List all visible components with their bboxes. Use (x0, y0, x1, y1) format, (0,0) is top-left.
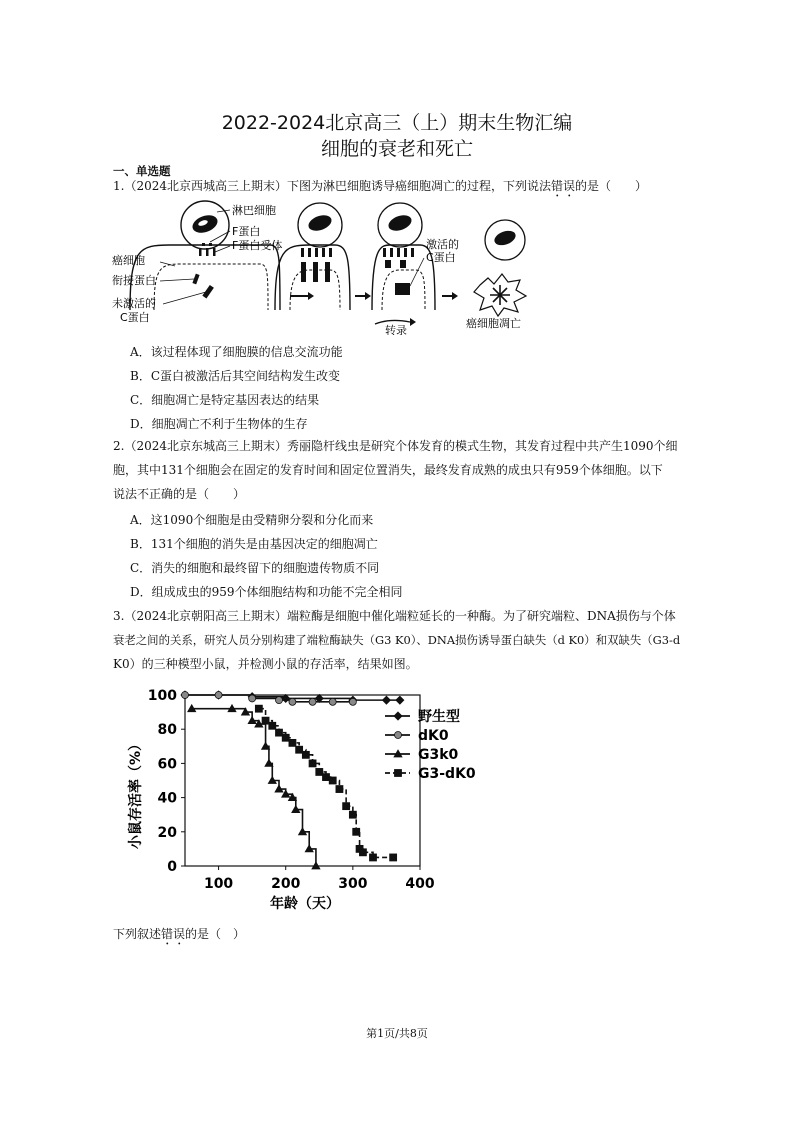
fig-label-inactive-c-1: 未激活的 (112, 297, 156, 310)
series-2 (188, 705, 320, 869)
x-tick-label: 300 (338, 876, 368, 892)
fig-label-inactive-c-2: C蛋白 (120, 311, 150, 324)
data-point (262, 717, 269, 724)
data-point (215, 692, 222, 699)
section-label: 一、单选题 (113, 164, 171, 178)
y-tick-label: 100 (147, 688, 177, 704)
data-point (316, 768, 323, 775)
data-point (249, 695, 256, 702)
data-point (276, 697, 283, 704)
data-point (395, 770, 402, 777)
legend-label: dK0 (418, 728, 449, 744)
fig-label-active-c-2: C蛋白 (426, 251, 456, 264)
data-point (296, 746, 303, 753)
q1-option-d: D．细胞凋亡不利于生物体的生存 (130, 417, 308, 431)
q1-option-a: A．该过程体现了细胞膜的信息交流功能 (130, 345, 343, 359)
data-point (394, 712, 402, 720)
data-point (323, 774, 330, 781)
q2-option-b: B．131个细胞的消失是由基因决定的细胞凋亡 (130, 537, 378, 551)
data-point (353, 828, 360, 835)
data-point (255, 705, 262, 712)
data-point (359, 849, 366, 856)
data-point (289, 698, 296, 705)
fig-label-f-protein: F蛋白 (232, 225, 261, 238)
fig-label-apoptosis: 癌细胞凋亡 (466, 317, 521, 330)
lymphocyte-cell (181, 201, 229, 249)
legend-label: G3-dK0 (418, 766, 476, 782)
q2-stem-line2: 胞，其中131个细胞会在固定的发育时间和固定位置消失，最终发育成熟的成虫只有959个体细胞。以下 (113, 463, 663, 477)
fig-label-active-c-1: 激活的 (426, 238, 459, 251)
q3-stem-line1: 3.（2024北京朝阳高三上期末）端粒酶是细胞中催化端粒延长的一种酶。为了研究端粒、DNA损伤与个体 (113, 609, 676, 623)
data-point (309, 760, 316, 767)
document-subtitle: 细胞的衰老和死亡 (320, 138, 473, 160)
data-point (182, 692, 189, 699)
x-tick-label: 200 (271, 876, 301, 892)
data-point (370, 854, 377, 861)
q3-followup: 下列叙述错误的是（ ） (113, 927, 246, 941)
data-point (390, 854, 397, 861)
x-tick-label: 100 (203, 876, 234, 892)
plot-frame (185, 695, 420, 866)
q3-stem-line3: K0）的三种模型小鼠，并检测小鼠的存活率，结果如图。 (113, 657, 418, 671)
q2-option-a: A．这1090个细胞是由受精卵分裂和分化而来 (130, 513, 374, 527)
q2-stem-line1: 2.（2024北京东城高三上期末）秀丽隐杆线虫是研究个体发育的模式生物，其发育过程中共产生1090个细 (113, 439, 678, 453)
legend-label: G3k0 (418, 747, 459, 763)
data-point (395, 732, 402, 739)
data-point (282, 694, 290, 702)
q2-stem-line3: 说法不正确的是（ ） (113, 487, 246, 501)
y-tick-label: 60 (157, 756, 177, 773)
data-point (382, 696, 390, 704)
data-point (309, 698, 316, 705)
data-point (349, 811, 356, 818)
q2-option-c: C．消失的细胞和最终留下的细胞遗传物质不同 (130, 561, 380, 575)
legend-label: 野生型 (418, 709, 460, 725)
data-point (329, 698, 336, 705)
y-tick-label: 0 (167, 859, 177, 875)
data-point (276, 729, 283, 736)
fig-label-lymphocyte: 淋巴细胞 (232, 204, 276, 217)
q3-stem-line2: 衰老之间的关系，研究人员分别构建了端粒酶缺失（G3 K0）、DNA损伤诱导蛋白缺失（d K0）和双缺失（G3-d (113, 633, 681, 647)
y-tick-label: 80 (157, 722, 177, 739)
q1-option-c: C．细胞凋亡是特定基因表达的结果 (130, 393, 320, 407)
fig-label-f-receptor: F蛋白受体 (232, 239, 283, 252)
data-point (282, 734, 289, 741)
data-point (336, 786, 343, 793)
data-point (396, 696, 404, 704)
y-axis-label: 小鼠存活率（%） (128, 736, 144, 850)
data-point (349, 698, 356, 705)
page-footer: 第1页/共8页 (366, 1027, 428, 1040)
q1-option-b: B．C蛋白被激活后其空间结构发生改变 (130, 369, 341, 383)
data-point (289, 739, 296, 746)
series-line (192, 709, 316, 866)
data-point (343, 803, 350, 810)
q1-figure (110, 200, 540, 335)
y-tick-label: 20 (157, 824, 177, 841)
fig-label-transcription: 转录 (385, 324, 407, 335)
data-point (269, 722, 276, 729)
data-point (329, 777, 336, 784)
data-point (302, 751, 309, 758)
x-tick-label: 400 (405, 876, 435, 892)
fig-label-adapter: 衔接蛋白 (112, 274, 156, 287)
y-tick-label: 40 (157, 790, 177, 807)
series-3 (255, 705, 396, 861)
document-title: 2022-2024北京高三（上）期末生物汇编 (221, 112, 573, 134)
q1-stem: 1.（2024北京西城高三上期末）下图为淋巴细胞诱导癌细胞凋亡的过程，下列说法错误的是（ ） (113, 179, 648, 193)
fig-label-cancer-cell: 癌细胞 (112, 254, 145, 267)
x-axis-label: 年龄（天） (270, 896, 340, 912)
survival-chart (120, 683, 480, 913)
q2-option-d: D．组成成虫的959个体细胞结构和功能不完全相同 (130, 585, 403, 599)
